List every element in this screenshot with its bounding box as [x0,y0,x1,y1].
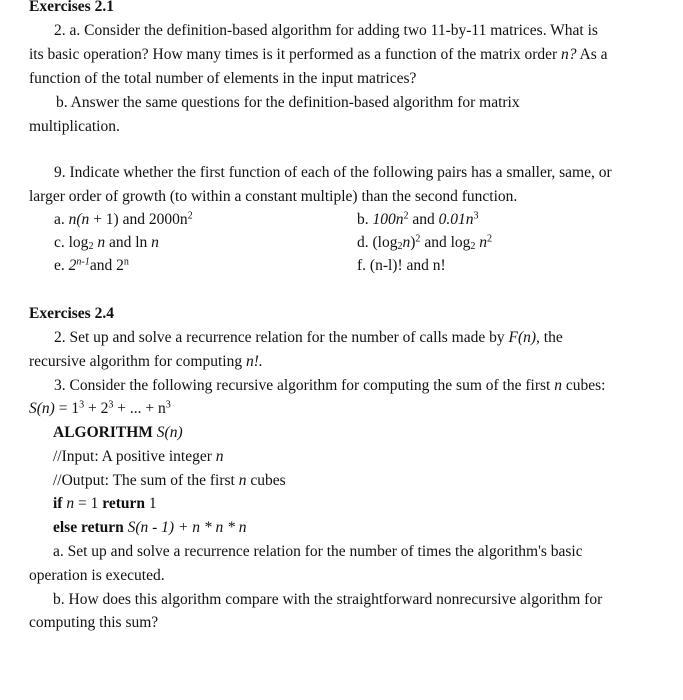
algorithm-if-line: if n = 1 return 1 [53,495,157,512]
e24-q3b-line2: computing this sum? [29,614,159,631]
q2b-line2: multiplication. [29,118,120,135]
q9-line1: 9. Indicate whether the first function of each of the following pairs has a smaller, same, or [54,164,612,181]
algorithm-header: ALGORITHM S(n) [53,424,183,441]
q2a-line3: function of the total number of elements in the input matrices? [29,70,417,87]
e24-q3a-line2: operation is executed. [29,567,165,584]
e24-q3-sum: $S(n) = 1^3 + 2^3$ + ... + $n^3$ [29,399,171,417]
q9-line2: larger order of growth (to within a constant multiple) than the second function. [29,188,518,205]
q9-item-e: e. 2$^{n-1}$and 2$^n$ [54,256,129,274]
exercises-2-1-heading: Exercises 2.1 [29,0,114,15]
algorithm-else-line: else return S(n - 1) + n * n * n [53,519,247,536]
algorithm-input: //Input: A positive integer n [53,448,224,465]
algorithm-output: //Output: The sum of the first n cubes [53,472,286,489]
e24-q2-line1: 2. Set up and solve a recurrence relation for the number of calls made by F(n), the [54,329,563,346]
e24-q3-line1: 3. Consider the following recursive algorithm for computing the sum of the first n cubes: [54,377,606,394]
q9-item-d: d. $(\log_2n)^2$ and $\log_2 n^2$ [357,233,493,252]
e24-q3a-line1: a. Set up and solve a recurrence relation for the number of times the algorithm's basic [53,543,583,560]
exercises-2-4-heading: Exercises 2.4 [29,305,114,322]
q9-item-b: b. $100n^2$ and $0.01n^3$ [357,210,479,228]
e24-q2-line2: recursive algorithm for computing n!. [29,353,263,370]
q2a-line1: 2. a. Consider the definition-based algorithm for adding two 11-by-11 matrices. What is [54,22,598,39]
q9-item-c: c. $\log_2 n$ and ln n [54,234,159,252]
q2b-line1: b. Answer the same questions for the definition-based algorithm for matrix [56,94,520,111]
q9-row-cd [0,231,683,254]
q9-row-ab [0,208,683,231]
q2a-line2: its basic operation? How many times is it performed as a function of the matrix order n? As a [29,46,608,63]
q9-item-a: a. n(n + 1) and $2000n^2$ [54,210,193,228]
q9-row-ef [0,254,683,277]
e24-q3b-line1: b. How does this algorithm compare with the straightforward nonrecursive algorithm for [53,591,603,608]
q9-item-f: f. (n-l)! and n! [357,257,446,274]
